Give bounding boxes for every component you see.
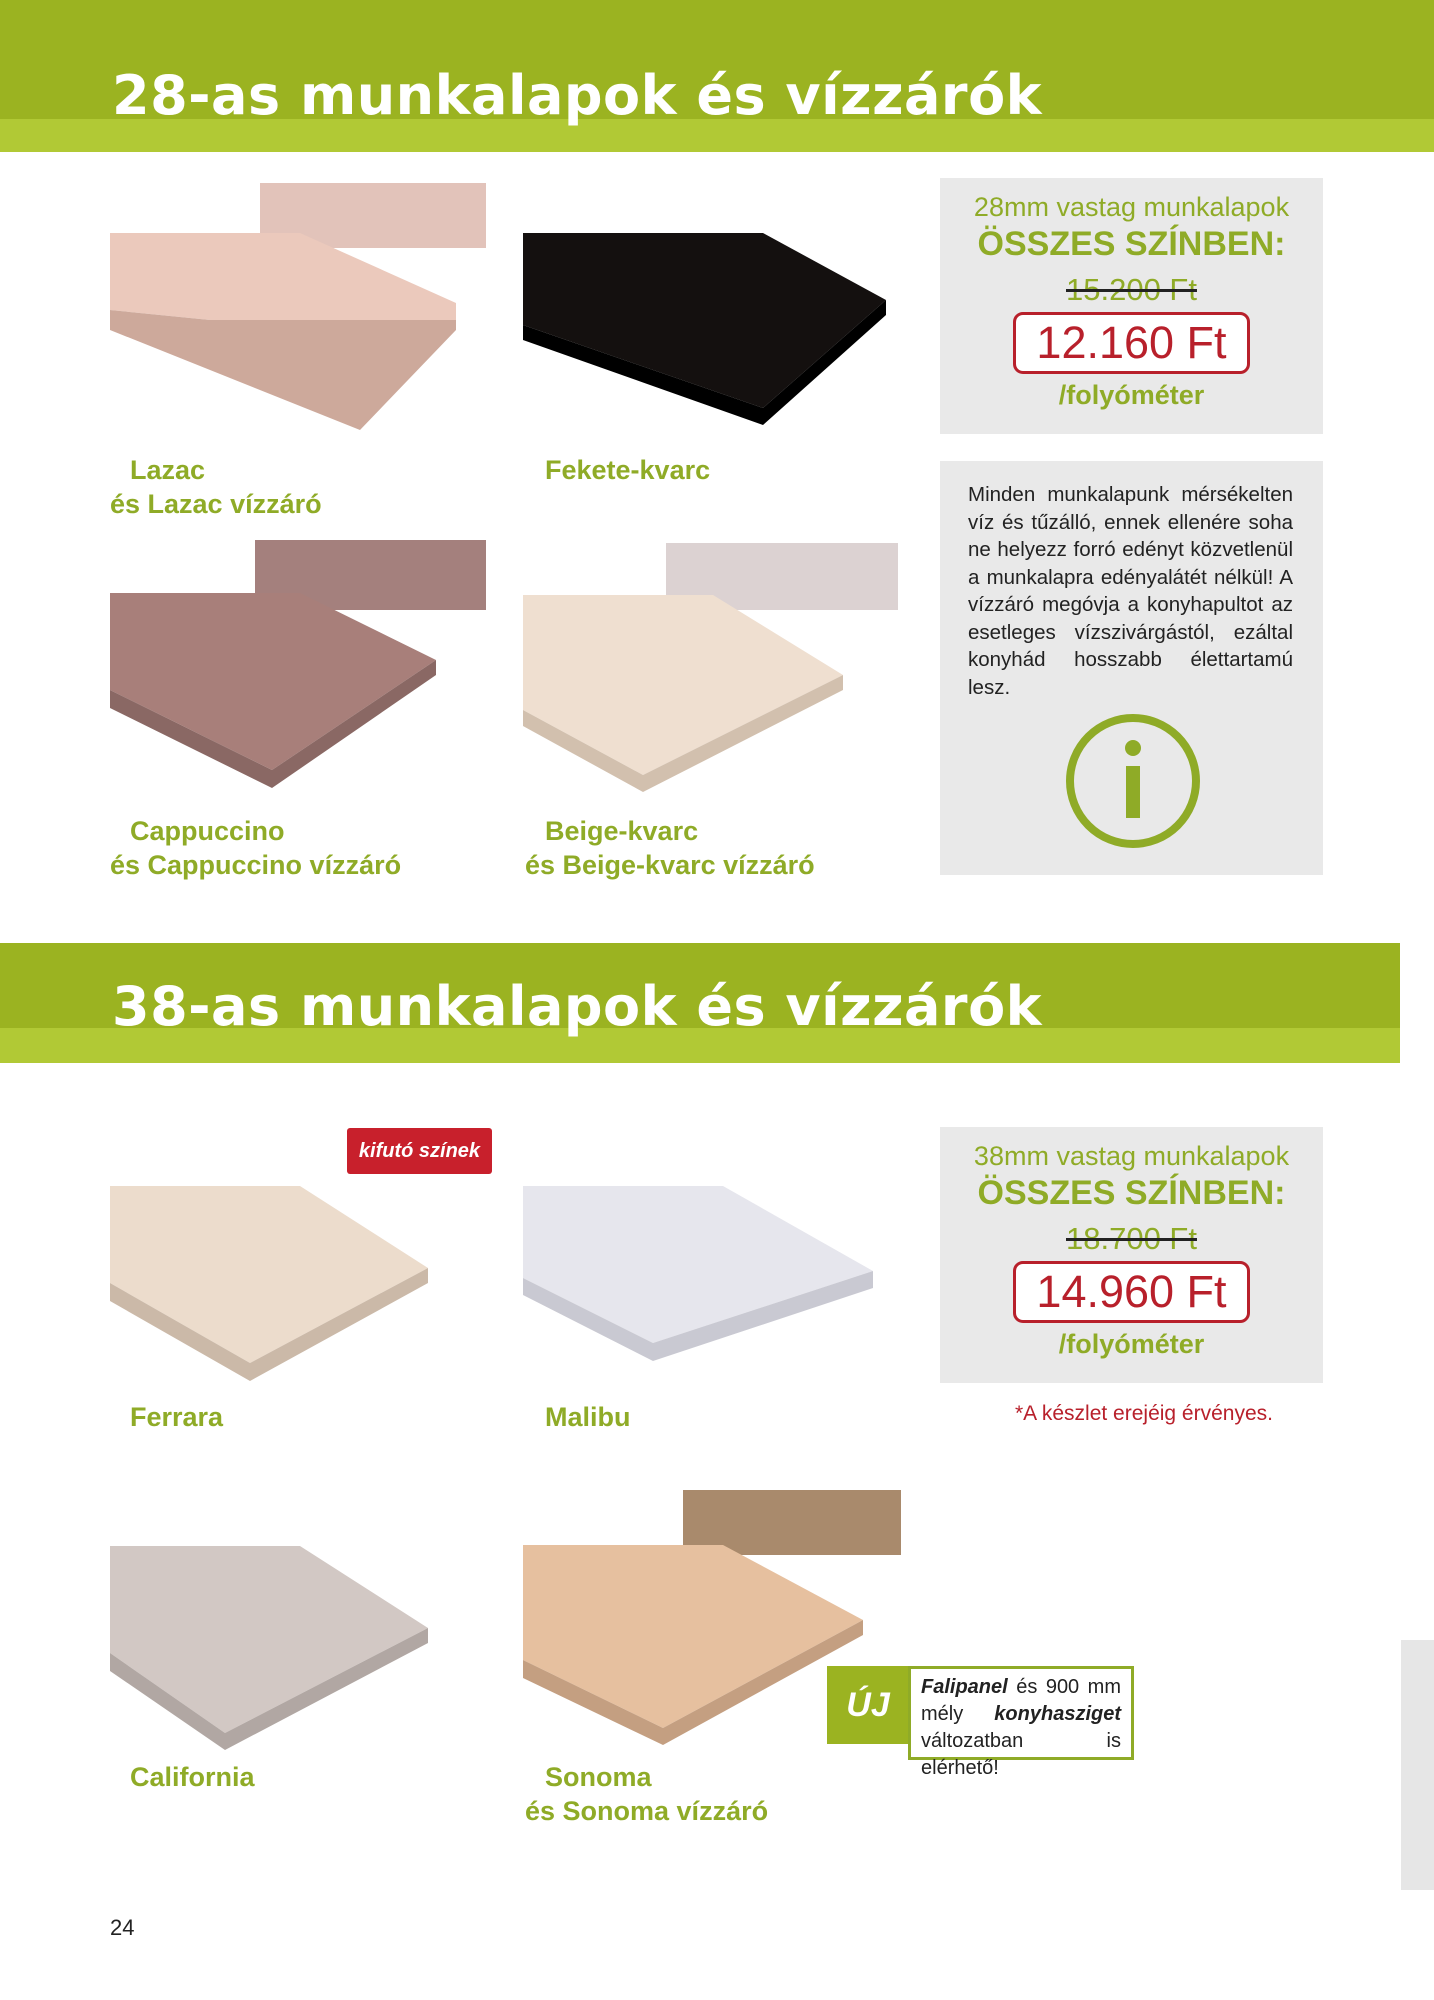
price-box-28 xyxy=(940,178,1323,434)
falipanel-note xyxy=(908,1666,1134,1779)
new-price: 14.960 Ft xyxy=(1013,1261,1249,1323)
stock-note: *A készlet erejéig érvényes. xyxy=(1015,1402,1273,1425)
slab-top xyxy=(110,1186,428,1363)
section-title-38: 38-as munkalapok és vízzárók xyxy=(112,975,1043,1038)
product-label-malibu xyxy=(525,1400,631,1434)
product-label-beige-kvarc xyxy=(525,814,815,882)
info-icon xyxy=(1063,711,1203,851)
product-subname: és Beige-kvarc vízzáró xyxy=(525,850,815,880)
slab-edge xyxy=(110,310,456,430)
section-banner-38 xyxy=(0,943,1400,1063)
falipanel-text-1: és 900 mm mély xyxy=(921,1676,1121,1725)
product-image-beige-kvarc xyxy=(523,540,903,800)
info-box xyxy=(940,461,1323,875)
price-subtitle: 38mm vastag munkalapok xyxy=(973,1141,1290,1171)
falipanel-term: Falipanel xyxy=(921,1676,1008,1698)
slab-top xyxy=(523,233,886,408)
product-name: Ferrara xyxy=(130,1402,224,1432)
product-name: Lazac xyxy=(130,455,206,485)
side-tab xyxy=(1401,1640,1434,1890)
price-unit: /folyóméter xyxy=(1058,380,1205,410)
product-name: Sonoma xyxy=(545,1762,652,1792)
section-banner-28 xyxy=(0,0,1434,152)
product-label-sonoma xyxy=(525,1760,768,1828)
product-name: California xyxy=(130,1762,255,1792)
product-label-lazac xyxy=(110,453,322,521)
product-image-cappuccino xyxy=(110,540,490,800)
page-number: 24 xyxy=(110,1915,135,1940)
product-label-fekete-kvarc xyxy=(525,453,710,487)
konyhasziget-term: konyhasziget xyxy=(994,1703,1121,1725)
new-badge: ÚJ xyxy=(827,1666,909,1744)
product-label-ferrara xyxy=(110,1400,223,1434)
new-price: 12.160 Ft xyxy=(1013,312,1249,374)
price-box-38 xyxy=(940,1127,1323,1383)
product-label-cappuccino xyxy=(110,814,401,882)
section-title-28: 28-as munkalapok és vízzárók xyxy=(112,64,1043,127)
product-image-lazac xyxy=(110,180,490,440)
product-image-california xyxy=(110,1543,450,1743)
product-label-california xyxy=(110,1760,255,1794)
old-price: 18.700 Ft xyxy=(1066,1221,1197,1256)
product-name: Fekete-kvarc xyxy=(545,455,711,485)
product-image-malibu xyxy=(523,1183,883,1383)
falipanel-text-2: változatban is elérhető! xyxy=(921,1730,1121,1779)
product-name: Beige-kvarc xyxy=(545,816,699,846)
product-subname: és Lazac vízzáró xyxy=(110,489,322,519)
product-subname: és Cappuccino vízzáró xyxy=(110,850,402,880)
price-unit: /folyóméter xyxy=(1058,1329,1205,1359)
product-subname: és Sonoma vízzáró xyxy=(525,1796,769,1826)
product-name: Malibu xyxy=(545,1402,631,1432)
product-name: Cappuccino xyxy=(130,816,285,846)
price-heading: ÖSSZES SZÍNBEN: xyxy=(977,1174,1286,1212)
product-image-ferrara xyxy=(110,1183,450,1383)
price-subtitle: 28mm vastag munkalapok xyxy=(973,192,1290,222)
slab-top xyxy=(110,593,436,770)
price-heading: ÖSSZES SZÍNBEN: xyxy=(977,225,1286,263)
old-price: 15.200 Ft xyxy=(1066,272,1197,307)
slab-top xyxy=(110,1546,428,1733)
product-image-fekete-kvarc xyxy=(523,230,903,430)
info-text: Minden munkalapunk mérsékelten víz és tűzálló, ennek ellenére soha ne helyezz forró edényt közvetlenül a munkalapra edényalátét nélkül! A vízzáró megóvja a konyhapultot az esetleges vízszivárgástól, ezáltal konyhád hosszabb élettartamú lesz. xyxy=(968,483,1293,699)
discontinued-badge: kifutó színek xyxy=(347,1128,492,1174)
